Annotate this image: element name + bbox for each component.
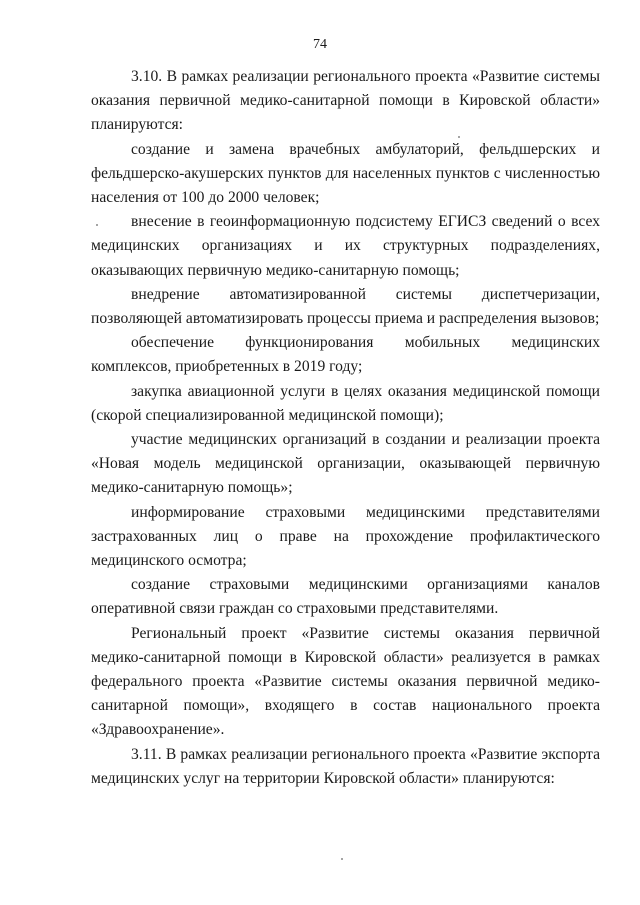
scan-artifact [458, 136, 460, 138]
paragraph-3-10-intro: 3.10. В рамках реализации регионального проекта «Развитие системы оказания первичной медико-санитарной помощи в Кировской области» планируются: [91, 68, 600, 134]
document-body [91, 65, 600, 791]
scan-artifact [96, 224, 98, 226]
list-item-informing: информирование страховыми медицинскими представителями застрахованных лиц о праве на прохождение профилактического медицинского осмотра; [91, 503, 600, 570]
list-item-aviation-service: закупка авиационной услуги в целях оказания медицинской помощи (скорой специализированной медицинской помощи); [91, 382, 600, 424]
list-item-new-model: участие медицинских организаций в создании и реализации проекта «Новая модель медицинской организации, оказывающей первичную медико-санитарную помощь»; [91, 431, 600, 497]
list-item-dispatch-system: внедрение автоматизированной системы диспетчеризации, позволяющей автоматизировать процессы приема и распределения вызовов; [91, 285, 600, 328]
list-item-communication-channels: создание страховыми медицинскими организациями каналов оперативной связи граждан со страховыми представителями. [91, 576, 600, 618]
list-item-mobile-complexes: обеспечение функционирования мобильных медицинских комплексов, приобретенных в 2019 году; [91, 334, 600, 376]
list-item-ambulatories: создание и замена врачебных амбулаторий, фельдшерских и фельдшерско-акушерских пунктов для населенных пунктов с численностью населения от 100 до 2000 человек; [91, 140, 600, 207]
list-item-egisz: внесение в геоинформационную подсистему ЕГИСЗ сведений о всех медицинских организациях и их структурных подразделениях, оказывающих первичную медико-санитарную помощь; [91, 213, 600, 279]
paragraph-3-11-intro: 3.11. В рамках реализации регионального проекта «Развитие экспорта медицинских услуг на территории Кировской области» планируются: [91, 745, 600, 787]
paragraph-federal-project: Региональный проект «Развитие системы оказания первичной медико-санитарной помощи в Кировской области» реализуется в рамках федерального проекта «Развитие системы оказания первичной медико-санитарной помощи», входящего в состав национального проекта «Здравоохранение». [91, 624, 600, 739]
scan-artifact [341, 858, 343, 860]
page-number: 74 [313, 37, 327, 52]
